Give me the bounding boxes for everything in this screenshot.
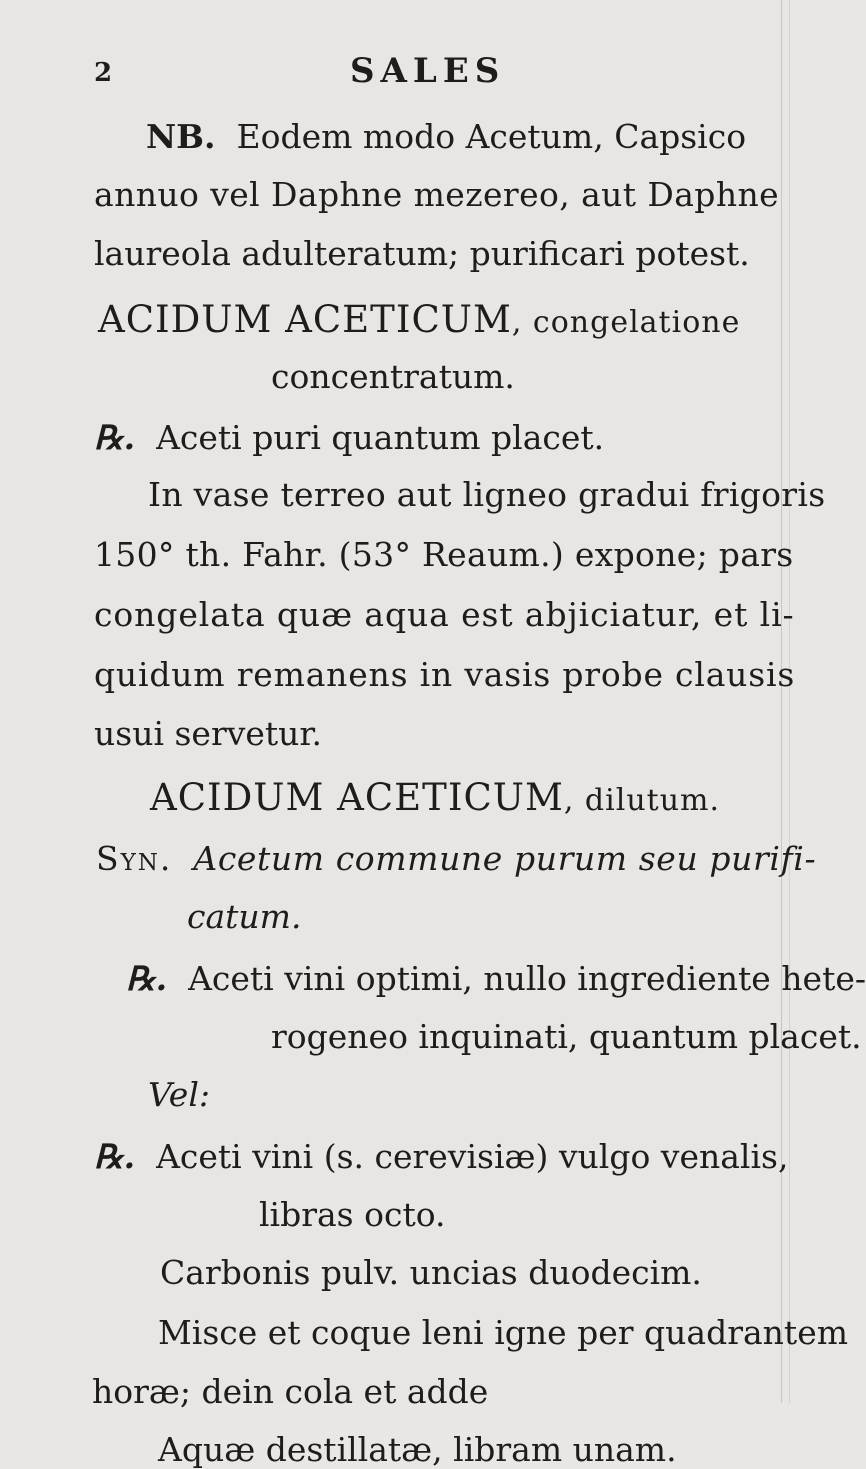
- note-line-3: laureola adulteratum; purificari potest.: [94, 234, 750, 273]
- synonym-text: Acetum commune purum seu purifi-: [193, 839, 817, 878]
- recipe-symbol: ℞.: [94, 418, 136, 457]
- section-2-recipe-2: [94, 1137, 789, 1176]
- instruction-line: 150° th. Fahr. (53° Reaum.) expone; pars: [94, 535, 794, 574]
- section-2-recipe-1: [126, 959, 866, 998]
- note-text: Eodem modo Acetum, Capsico: [236, 117, 747, 156]
- instruction-line: usui servetur.: [94, 714, 323, 753]
- instruction-line: quidum remanens in vasis probe clausis: [94, 655, 796, 694]
- recipe-ingredient: Aquæ destillatæ, libram unam.: [158, 1430, 677, 1469]
- section-1-title-rest: , congelatione: [511, 305, 741, 340]
- running-title: SALES: [350, 51, 506, 91]
- recipe-symbol: ℞.: [94, 1137, 136, 1176]
- recipe-text: Aceti vini (s. cerevisiæ) vulgo venalis,: [156, 1137, 789, 1176]
- recipe-text-cont: rogeneo inquinati, quantum placet.: [271, 1017, 862, 1056]
- instruction-line: In vase terreo aut ligneo gradui frigoris: [148, 475, 826, 514]
- recipe-symbol: ℞.: [126, 959, 168, 998]
- section-2-title-rest: , dilutum.: [563, 783, 721, 818]
- synonym-label: Syn.: [96, 839, 173, 878]
- recipe-instruction: Misce et coque leni igne per quadrantem: [158, 1313, 849, 1352]
- note-label: NB.: [146, 117, 216, 156]
- recipe-ingredient: Carbonis pulv. uncias duodecim.: [160, 1253, 702, 1292]
- page-number: 2: [94, 58, 113, 88]
- section-1-subtitle: concentratum.: [271, 357, 515, 396]
- section-2-title: [150, 776, 721, 819]
- synonym-line: [96, 839, 817, 878]
- section-1-title: [98, 298, 741, 341]
- note-line-2: annuo vel Daphne mezereo, aut Daphne: [94, 175, 780, 214]
- section-1-title-caps: ACIDUM ACETICUM: [98, 298, 512, 341]
- section-1-recipe: [94, 418, 605, 457]
- recipe-text: Aceti puri quantum placet.: [156, 418, 605, 457]
- note-line-1: [146, 117, 747, 156]
- section-2-title-caps: ACIDUM ACETICUM: [150, 776, 564, 819]
- page-edge-line: [781, 0, 782, 1403]
- instruction-line: congelata quæ aqua est abjiciatur, et li-: [94, 595, 795, 634]
- page-edge-line: [789, 0, 790, 1403]
- recipe-text-cont: libras octo.: [259, 1195, 446, 1234]
- synonym-text-cont: catum.: [187, 897, 302, 936]
- recipe-instruction: horæ; dein cola et adde: [92, 1372, 489, 1411]
- vel-label: Vel:: [148, 1075, 211, 1114]
- recipe-text: Aceti vini optimi, nullo ingrediente hete-: [188, 959, 866, 998]
